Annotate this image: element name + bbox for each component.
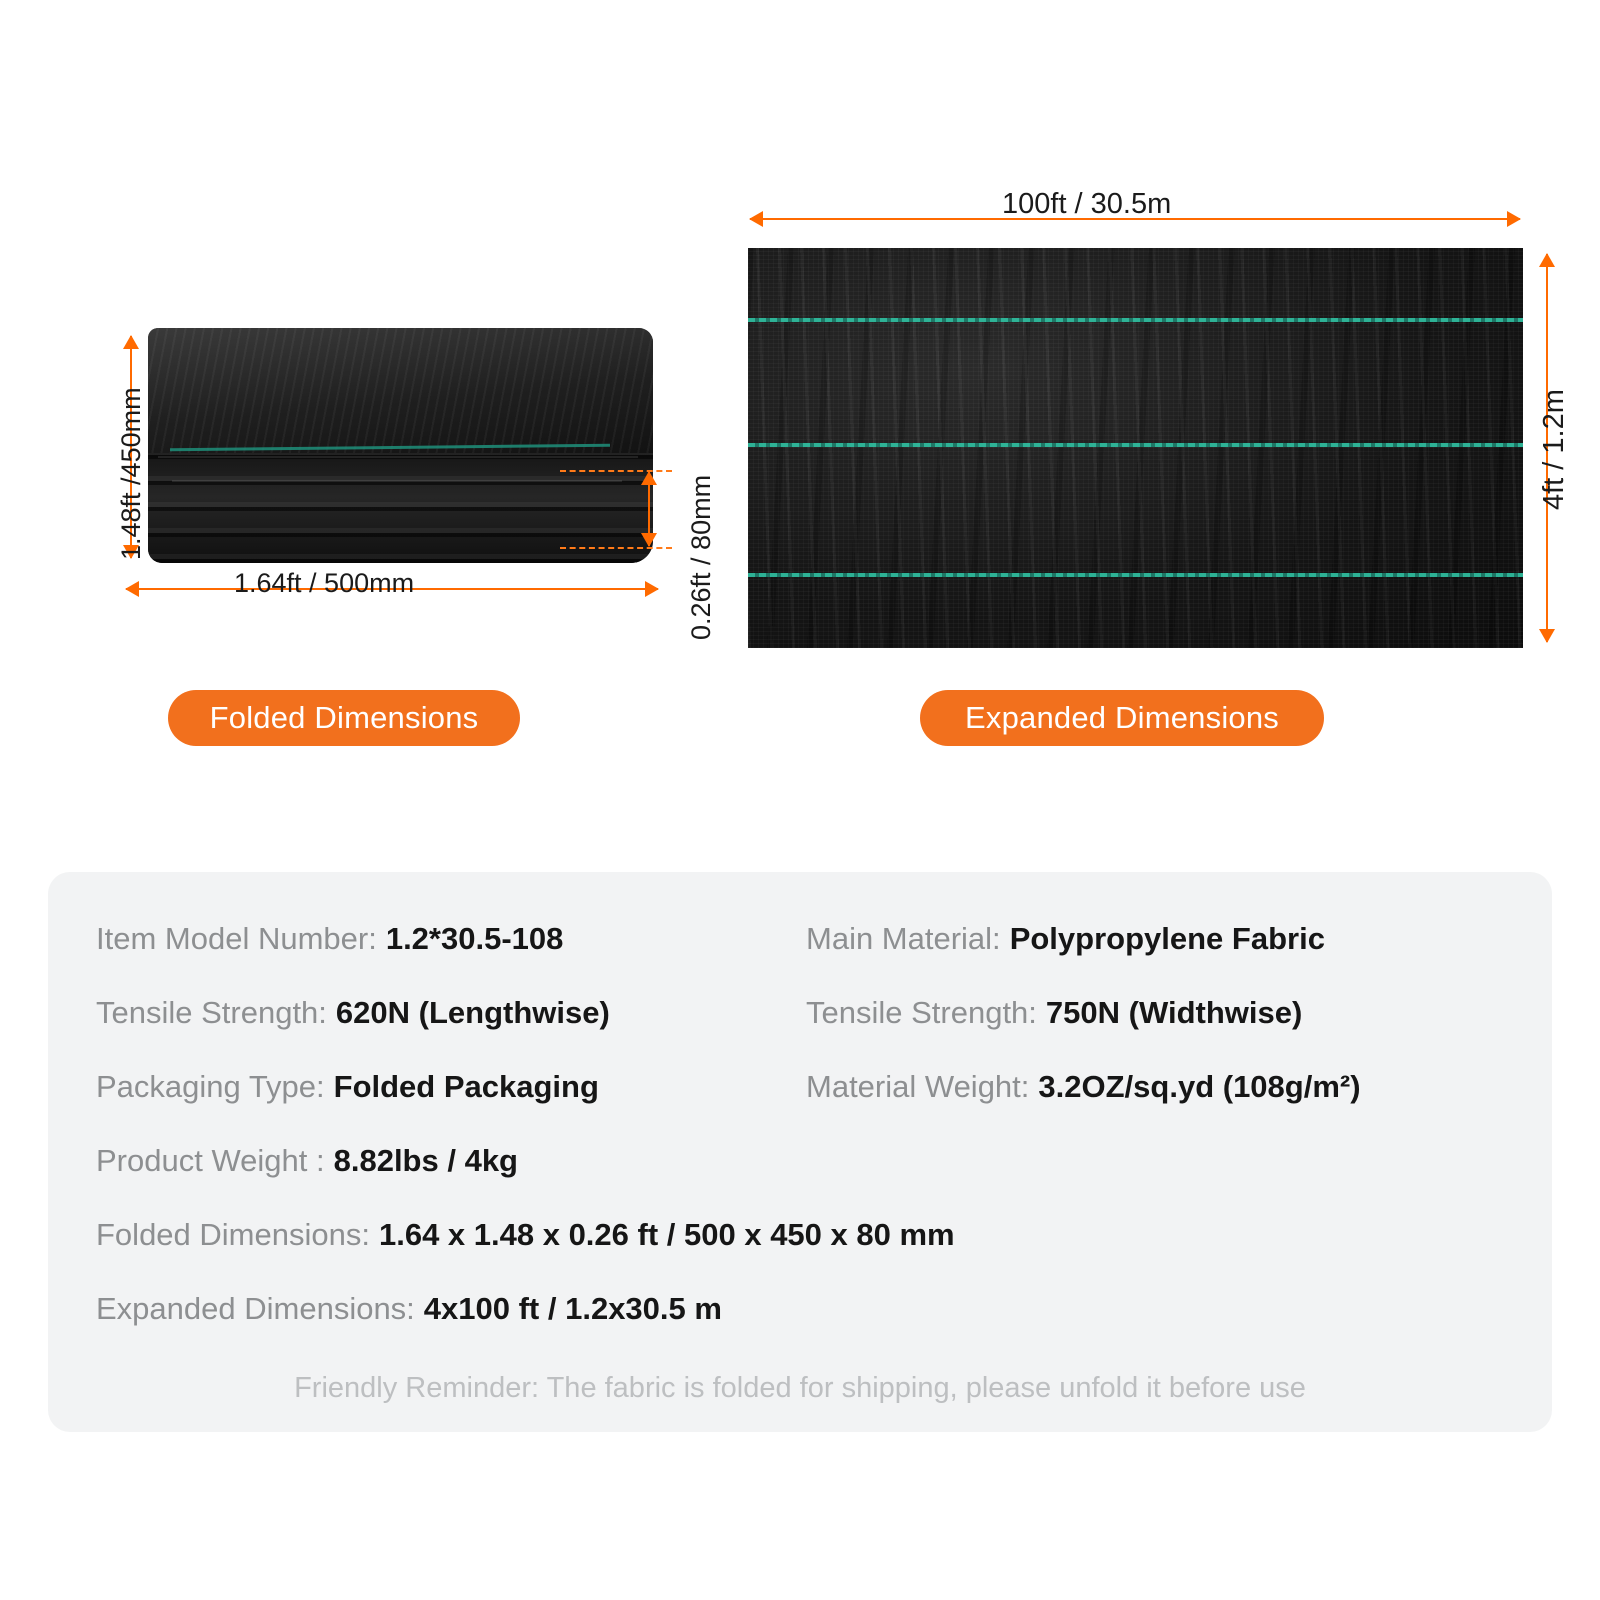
specifications-grid	[96, 902, 1516, 1346]
spec-key: Tensile Strength:	[806, 995, 1037, 1030]
spec-key: Product Weight :	[96, 1143, 325, 1178]
spec-key: Item Model Number:	[96, 921, 377, 956]
spec-row	[96, 1124, 1516, 1198]
spec-row	[96, 1272, 1516, 1346]
expanded-product-group	[720, 180, 1570, 735]
fold-edge-highlight	[158, 456, 638, 458]
spec-value: 1.2*30.5-108	[385, 921, 564, 956]
spec-value: 1.64 x 1.48 x 0.26 ft / 500 x 450 x 80 mm	[378, 1217, 955, 1252]
folded-thickness-arrow	[648, 472, 650, 546]
spec-value: 750N (Widthwise)	[1045, 995, 1303, 1030]
spec-tensile-strength-widthwise	[806, 976, 1516, 1050]
spec-key: Material Weight:	[806, 1069, 1030, 1104]
spec-expanded-dimensions	[96, 1272, 1516, 1346]
green-guide-stripe	[748, 443, 1523, 447]
expanded-height-label: 4ft / 1.2m	[1538, 389, 1570, 510]
spec-value: 620N (Lengthwise)	[335, 995, 610, 1030]
folded-dimensions-badge: Folded Dimensions	[168, 690, 520, 746]
expanded-fabric-image	[748, 248, 1523, 648]
folded-width-label: 1.64ft / 500mm	[234, 568, 415, 598]
spec-packaging-type	[96, 1050, 806, 1124]
spec-key: Folded Dimensions:	[96, 1217, 370, 1252]
spec-row	[96, 1198, 1516, 1272]
spec-product-weight	[96, 1124, 1516, 1198]
spec-tensile-strength-lengthwise	[96, 976, 806, 1050]
thickness-guide-bottom	[560, 547, 672, 549]
fabric-texture	[748, 248, 1523, 648]
green-guide-stripe	[748, 318, 1523, 322]
spec-row	[96, 976, 1516, 1050]
spec-row	[96, 1050, 1516, 1124]
folded-product-group	[60, 300, 720, 735]
spec-item-model-number	[96, 902, 806, 976]
folded-height-label: 1.48ft /450mm	[116, 387, 146, 560]
spec-value: Polypropylene Fabric	[1009, 921, 1325, 956]
spec-value: 8.82lbs / 4kg	[333, 1143, 518, 1178]
spec-material-weight	[806, 1050, 1516, 1124]
spec-value: 4x100 ft / 1.2x30.5 m	[423, 1291, 722, 1326]
spec-folded-dimensions	[96, 1198, 1516, 1272]
spec-key: Packaging Type:	[96, 1069, 325, 1104]
fold-edge-highlight	[172, 480, 622, 482]
spec-value: Folded Packaging	[333, 1069, 599, 1104]
spec-key: Tensile Strength:	[96, 995, 327, 1030]
expanded-width-label: 100ft / 30.5m	[1002, 188, 1172, 220]
friendly-reminder-text: Friendly Reminder: The fabric is folded for shipping, please unfold it before use	[294, 1372, 1306, 1404]
spec-key: Main Material:	[806, 921, 1001, 956]
green-guide-stripe	[748, 573, 1523, 577]
spec-main-material	[806, 902, 1516, 976]
spec-key: Expanded Dimensions:	[96, 1291, 415, 1326]
folded-fabric-image	[148, 328, 653, 563]
green-guide-stripe	[170, 444, 610, 452]
spec-row	[96, 902, 1516, 976]
folded-thickness-label: 0.26ft / 80mm	[686, 474, 716, 640]
specifications-panel	[48, 872, 1552, 1432]
spec-value: 3.2OZ/sq.yd (108g/m²)	[1038, 1069, 1361, 1104]
expanded-dimensions-badge: Expanded Dimensions	[920, 690, 1324, 746]
